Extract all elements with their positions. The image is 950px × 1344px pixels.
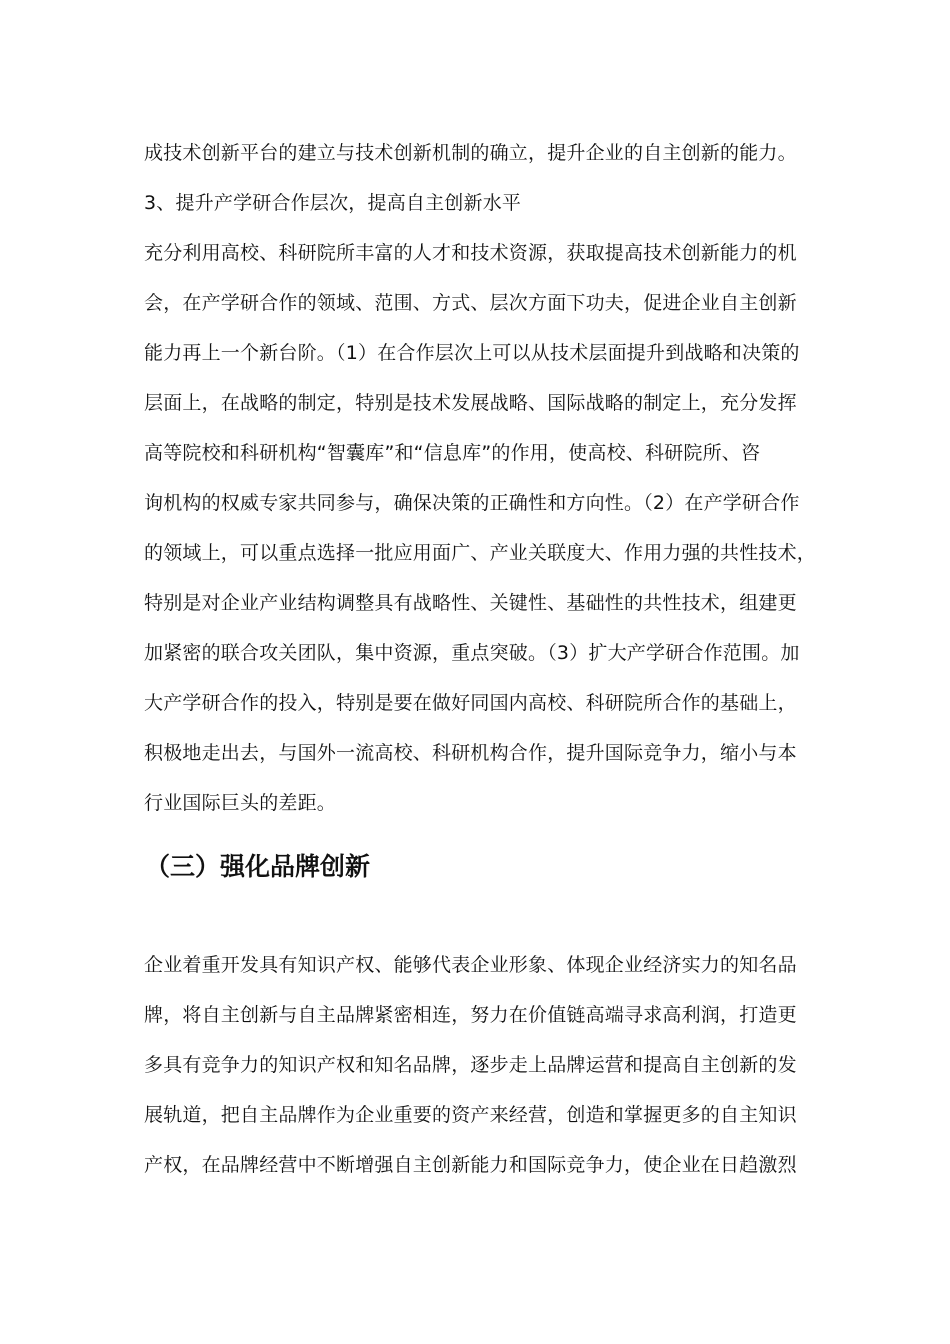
- paragraph-line: 特别是对企业产业结构调整具有战略性、关键性、基础性的共性技术，组建更: [144, 592, 797, 614]
- subheading: 3、提升产学研合作层次，提高自主创新水平: [144, 192, 522, 214]
- paragraph-line: 展轨道，把自主品牌作为企业重要的资产来经营，创造和掌握更多的自主知识: [144, 1104, 797, 1126]
- paragraph-line: 牌，将自主创新与自主品牌紧密相连，努力在价值链高端寻求高利润，打造更: [144, 1004, 797, 1026]
- paragraph-line: 大产学研合作的投入，特别是要在做好同国内高校、科研院所合作的基础上，: [144, 692, 797, 714]
- paragraph-line: 询机构的权威专家共同参与，确保决策的正确性和方向性。（2）在产学研合作: [144, 492, 800, 514]
- section-heading: （三）强化品牌创新: [145, 852, 371, 881]
- paragraph-line: 产权，在品牌经营中不断增强自主创新能力和国际竞争力，使企业在日趋激烈: [144, 1154, 797, 1176]
- paragraph-line: 行业国际巨头的差距。: [144, 792, 337, 814]
- paragraph-line: 积极地走出去，与国外一流高校、科研机构合作，提升国际竞争力，缩小与本: [144, 742, 797, 764]
- paragraph-line: 充分利用高校、科研院所丰富的人才和技术资源，获取提高技术创新能力的机: [144, 242, 797, 264]
- paragraph-line: 高等院校和科研机构“智囊库”和“信息库”的作用，使高校、科研院所、咨: [144, 442, 761, 464]
- paragraph-line: 会，在产学研合作的领域、范围、方式、层次方面下功夫，促进企业自主创新: [144, 292, 797, 314]
- section-body: [144, 940, 814, 1190]
- paragraph-line: 的领域上，可以重点选择一批应用面广、产业关联度大、作用力强的共性技术，: [144, 542, 817, 564]
- paragraph-line: 企业着重开发具有知识产权、能够代表企业形象、体现企业经济实力的知名品: [144, 954, 797, 976]
- paragraph-line: 加紧密的联合攻关团队，集中资源，重点突破。（3）扩大产学研合作范围。加: [144, 642, 800, 664]
- paragraph-line: 成技术创新平台的建立与技术创新机制的确立，提升企业的自主创新的能力。: [144, 142, 797, 164]
- paragraph-line: 能力再上一个新台阶。（1）在合作层次上可以从技术层面提升到战略和决策的: [144, 342, 800, 364]
- paragraph-line: 层面上，在战略的制定，特别是技术发展战略、国际战略的制定上，充分发挥: [144, 392, 797, 414]
- document-page: [144, 128, 817, 828]
- paragraph-line: 多具有竞争力的知识产权和知名品牌，逐步走上品牌运营和提高自主创新的发: [144, 1054, 797, 1076]
